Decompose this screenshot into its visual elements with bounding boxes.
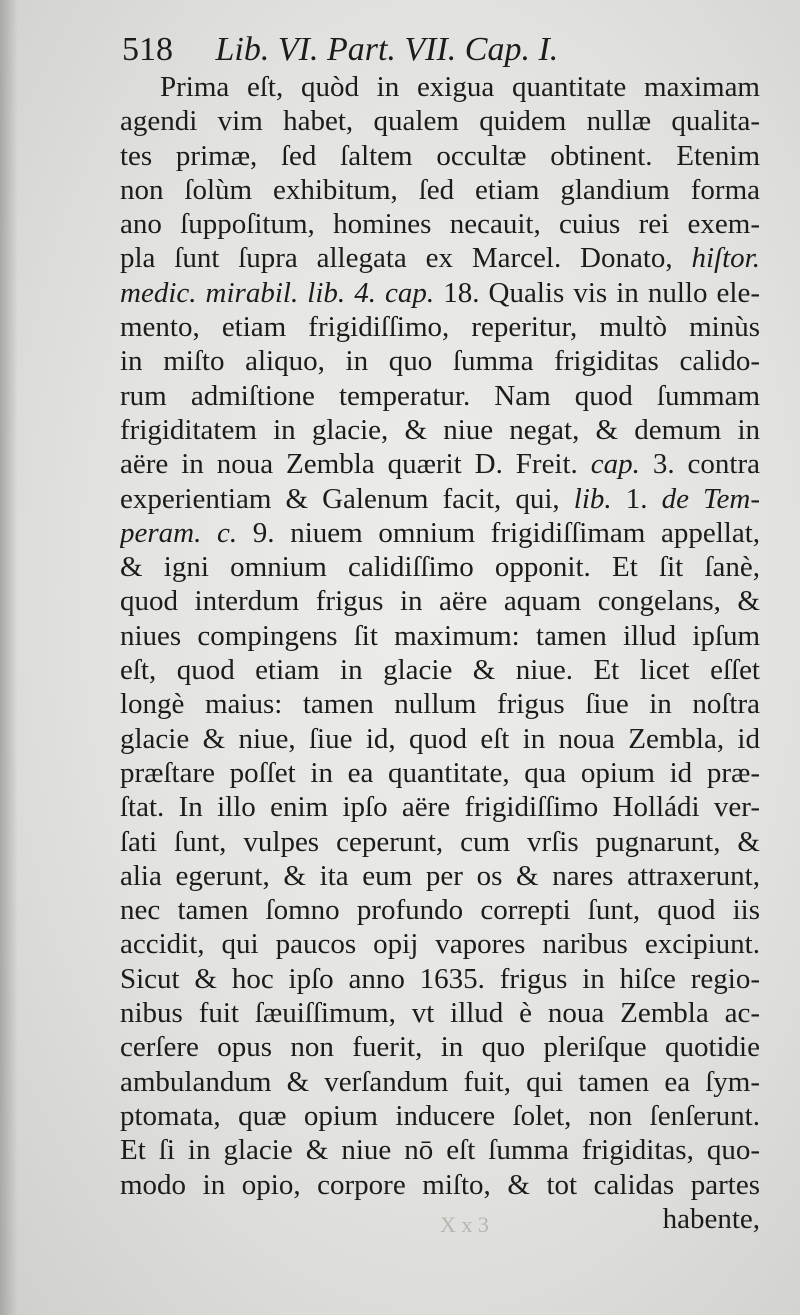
- text-segment: longè maius: tamen nullum frigus ſiue in noſtra: [120, 688, 760, 721]
- text-segment: accidit, qui paucos opij vapores naribus excipiunt.: [120, 928, 760, 961]
- text-line: [120, 70, 760, 104]
- text-line: [120, 1133, 760, 1167]
- text-segment: modo in opio, corpore miſto, & tot calidas partes: [120, 1168, 760, 1201]
- text-segment: ſtat. In illo enim ipſo aëre frigidiſſimo Holládi ver-: [120, 791, 760, 824]
- text-segment: hiſtor.: [691, 242, 760, 275]
- text-segment: nibus fuit ſæuiſſimum, vt illud è noua Zembla ac-: [120, 997, 760, 1030]
- text-segment: peram. c.: [120, 516, 238, 549]
- text-segment: pla ſunt ſupra allegata ex Marcel. Donato,: [120, 242, 692, 275]
- text-segment: lib.: [573, 482, 612, 515]
- text-line: [120, 996, 760, 1030]
- page-number: 518: [122, 31, 173, 68]
- text-line: [120, 379, 760, 413]
- text-segment: non ſolùm exhibitum, ſed etiam glandium forma: [120, 173, 760, 206]
- text-line: [120, 310, 760, 344]
- running-head: Lib. VI. Part. VII. Cap. I.: [215, 31, 559, 68]
- text-segment: in miſto aliquo, in quo ſumma frigiditas calido-: [120, 345, 760, 378]
- signature-mark: X x 3: [440, 1212, 489, 1237]
- text-line: [120, 962, 760, 996]
- text-line: [120, 550, 760, 584]
- text-segment: agendi vim habet, qualem quidem nullæ qualita-: [120, 105, 760, 138]
- text-segment: frigiditatem in glacie, & niue negat, & demum in: [120, 413, 760, 446]
- text-line: [120, 653, 760, 687]
- text-line: [120, 687, 760, 721]
- text-segment: niues compingens ſit maximum: tamen illud ipſum: [120, 619, 760, 652]
- text-segment: & igni omnium calidiſſimo opponit. Et ſit ſanè,: [120, 551, 760, 584]
- text-segment: ano ſuppoſitum, homines necauit, cuius rei exem-: [120, 208, 760, 241]
- text-line: [120, 1099, 760, 1133]
- text-line: [120, 893, 760, 927]
- page-header: [122, 28, 742, 72]
- text-line: [120, 927, 760, 961]
- text-line: [120, 722, 760, 756]
- text-segment: præſtare poſſet in ea quantitate, qua opium id præ-: [120, 756, 760, 789]
- gutter-shadow: [0, 0, 18, 1315]
- text-segment: 18. Qualis vis in nullo ele-: [434, 276, 760, 309]
- text-segment: ptomata, quæ opium inducere ſolet, non ſenſerunt.: [120, 1099, 760, 1132]
- text-segment: aëre in noua Zembla quærit D. Freit.: [120, 448, 591, 481]
- text-line: [120, 516, 760, 550]
- text-line: [120, 276, 760, 310]
- text-line: [120, 139, 760, 173]
- text-segment: mento, etiam frigidiſſimo, reperitur, multò minùs: [120, 311, 760, 344]
- text-line: [120, 413, 760, 447]
- text-line: [120, 241, 760, 275]
- text-segment: alia egerunt, & ita eum per os & nares attraxerunt,: [120, 859, 760, 892]
- text-line: [120, 619, 760, 653]
- text-line: [120, 173, 760, 207]
- text-segment: tes primæ, ſed ſaltem occultæ obtinent. Etenim: [120, 139, 760, 172]
- text-line: [120, 1168, 760, 1202]
- text-segment: habente,: [662, 1202, 760, 1235]
- text-line: [120, 859, 760, 893]
- text-line: [120, 790, 760, 824]
- text-segment: 1.: [611, 482, 662, 515]
- text-line: [120, 825, 760, 859]
- text-line: [120, 1030, 760, 1064]
- text-segment: rum admiſtione temperatur. Nam quod ſummam: [120, 379, 760, 412]
- text-segment: 3. contra: [639, 448, 760, 481]
- text-segment: Prima eſt, quòd in exigua quantitate maximam: [160, 71, 760, 103]
- text-line: [120, 1065, 760, 1099]
- text-line: [120, 344, 760, 378]
- text-line: [120, 104, 760, 138]
- text-segment: Et ſi in glacie & niue nō eſt ſumma frigiditas, quo-: [120, 1134, 760, 1167]
- text-segment: 9. niuem omnium frigidiſſimam appellat,: [237, 516, 760, 549]
- text-segment: Sicut & hoc ipſo anno 1635. frigus in hiſce regio-: [120, 962, 760, 995]
- text-segment: cerſere opus non fuerit, in quo pleriſque quotidie: [120, 1031, 760, 1064]
- text-line: [120, 482, 760, 516]
- text-segment: ambulandum & verſandum fuit, qui tamen ea ſym-: [120, 1065, 760, 1098]
- text-segment: glacie & niue, ſiue id, quod eſt in noua Zembla, id: [120, 722, 760, 755]
- text-line: [120, 584, 760, 618]
- text-segment: eſt, quod etiam in glacie & niue. Et licet eſſet: [120, 654, 760, 687]
- text-segment: nec tamen ſomno profundo correpti ſunt, quod iis: [120, 894, 760, 927]
- body-text: [120, 70, 760, 1236]
- text-segment: experientiam & Galenum facit, qui,: [120, 482, 574, 515]
- text-segment: de Tem-: [661, 482, 760, 515]
- text-line: [120, 447, 760, 481]
- text-segment: ſati ſunt, vulpes ceperunt, cum vrſis pugnarunt, &: [120, 825, 760, 858]
- text-segment: quod interdum frigus in aëre aquam congelans, &: [120, 585, 760, 618]
- text-segment: medic. mirabil. lib. 4. cap.: [120, 276, 435, 309]
- text-segment: cap.: [590, 448, 640, 481]
- text-line: [120, 756, 760, 790]
- text-line: [120, 207, 760, 241]
